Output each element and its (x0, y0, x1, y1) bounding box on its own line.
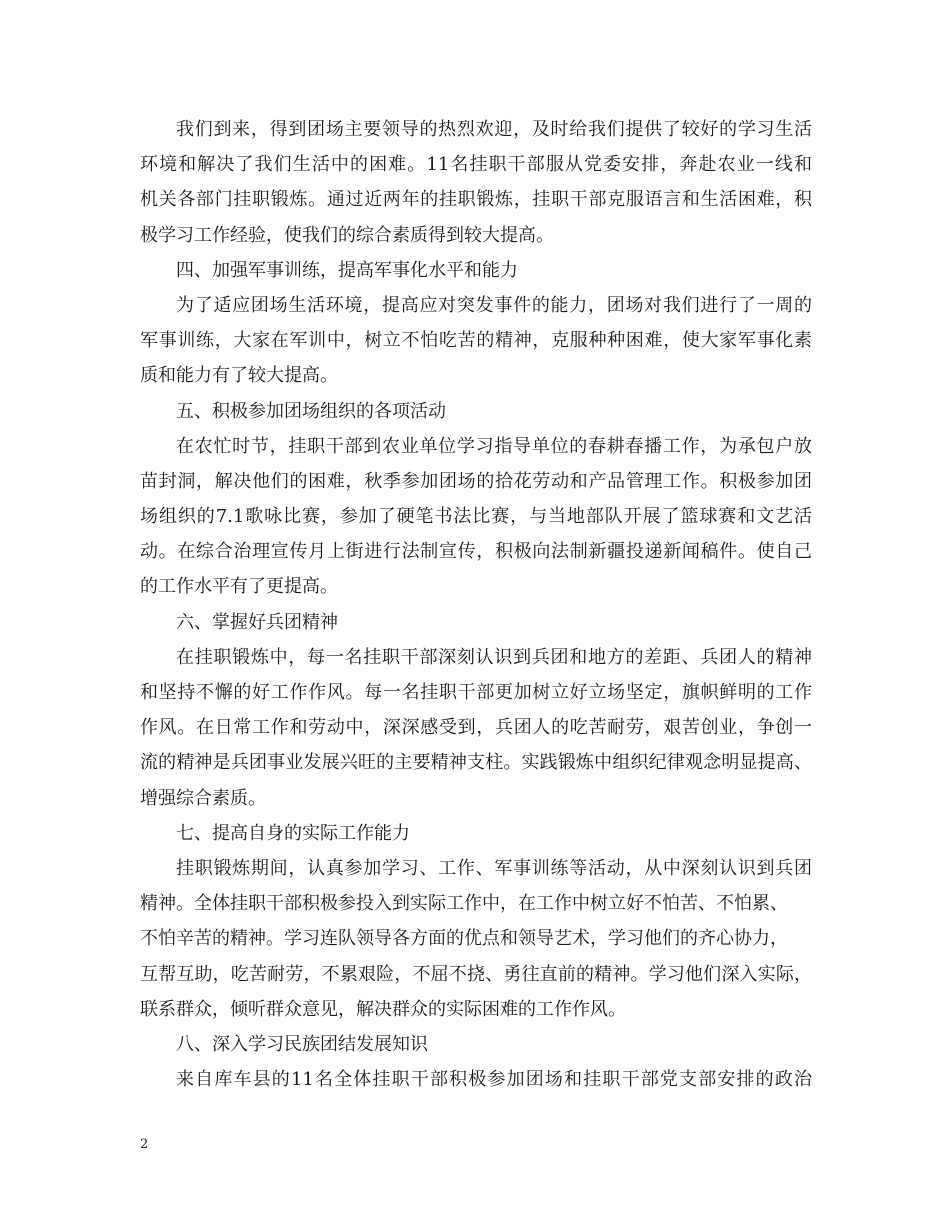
body-text (140, 112, 812, 1097)
text-line: 动。在综合治理宣传月上街进行法制宣传，积极向法制新疆投递新闻稿件。使自己 (140, 541, 812, 563)
section-heading: 七、提高自身的实际工作能力 (176, 822, 410, 844)
text-line: 机关各部门挂职锻炼。通过近两年的挂职锻炼，挂职干部克服语言和生活困难，积 (140, 189, 812, 211)
text-line: 流的精神是兵团事业发展兴旺的主要精神支柱。实践锻炼中组织纪律观念明显提高、 (140, 752, 812, 774)
section-heading: 五、积极参加团场组织的各项活动 (176, 400, 446, 422)
text-line: 我们到来，得到团场主要领导的热烈欢迎，及时给我们提供了较好的学习生活 (176, 119, 812, 140)
text-line: 精神。全体挂职干部积极参投入到实际工作中，在工作中树立好不怕苦、不怕累、 (140, 893, 788, 915)
text-line: 极学习工作经验，使我们的综合素质得到较大提高。 (140, 224, 554, 246)
text-line: 互帮互助，吃苦耐劳，不累艰险，不屈不挠、勇往直前的精神。学习他们深入实际， (140, 963, 812, 985)
section-heading: 八、深入学习民族团结发展知识 (176, 1033, 428, 1055)
text-line: 不怕辛苦的精神。学习连队领导各方面的优点和领导艺术，学习他们的齐心协力， (140, 928, 788, 950)
text-line: 场组织的7.1歌咏比赛，参加了硬笔书法比赛，与当地部队开展了篮球赛和文艺活 (140, 506, 812, 528)
text-line: 为了适应团场生活环境，提高应对突发事件的能力，团场对我们进行了一周的 (176, 294, 812, 316)
text-line: 军事训练，大家在军训中，树立不怕吃苦的精神，克服种种困难，使大家军事化素 (140, 330, 812, 352)
text-line: 联系群众，倾听群众意见，解决群众的实际困难的工作作风。 (140, 998, 626, 1020)
text-line: 在农忙时节，挂职干部到农业单位学习指导单位的春耕春播工作，为承包户放 (176, 435, 812, 457)
text-line: 质和能力有了较大提高。 (140, 365, 338, 387)
text-line: 的工作水平有了更提高。 (140, 576, 338, 598)
text-line: 和坚持不懈的好工作作风。每一名挂职干部更加树立好立场坚定，旗帜鲜明的工作 (140, 682, 812, 703)
text-line: 在挂职锻炼中，每一名挂职干部深刻认识到兵团和地方的差距、兵团人的精神 (176, 646, 812, 668)
text-line: 来自库车县的11名全体挂职干部积极参加团场和挂职干部党支部安排的政治 (176, 1069, 812, 1091)
text-line: 增强综合素质。 (140, 787, 266, 809)
section-heading: 六、掌握好兵团精神 (176, 611, 338, 633)
page-number: 2 (140, 1137, 149, 1152)
text-line: 作风。在日常工作和劳动中，深深感受到，兵团人的吃苦耐劳，艰苦创业，争创一 (140, 717, 812, 739)
text-line: 环境和解决了我们生活中的困难。11名挂职干部服从党委安排，奔赴农业一线和 (140, 154, 812, 176)
text-line: 苗封洞，解决他们的困难，秋季参加团场的拾花劳动和产品管理工作。积极参加团 (140, 470, 812, 492)
text-line: 挂职锻炼期间，认真参加学习、工作、军事训练等活动，从中深刻认识到兵团 (176, 857, 812, 879)
section-heading: 四、加强军事训练，提高军事化水平和能力 (176, 259, 518, 281)
